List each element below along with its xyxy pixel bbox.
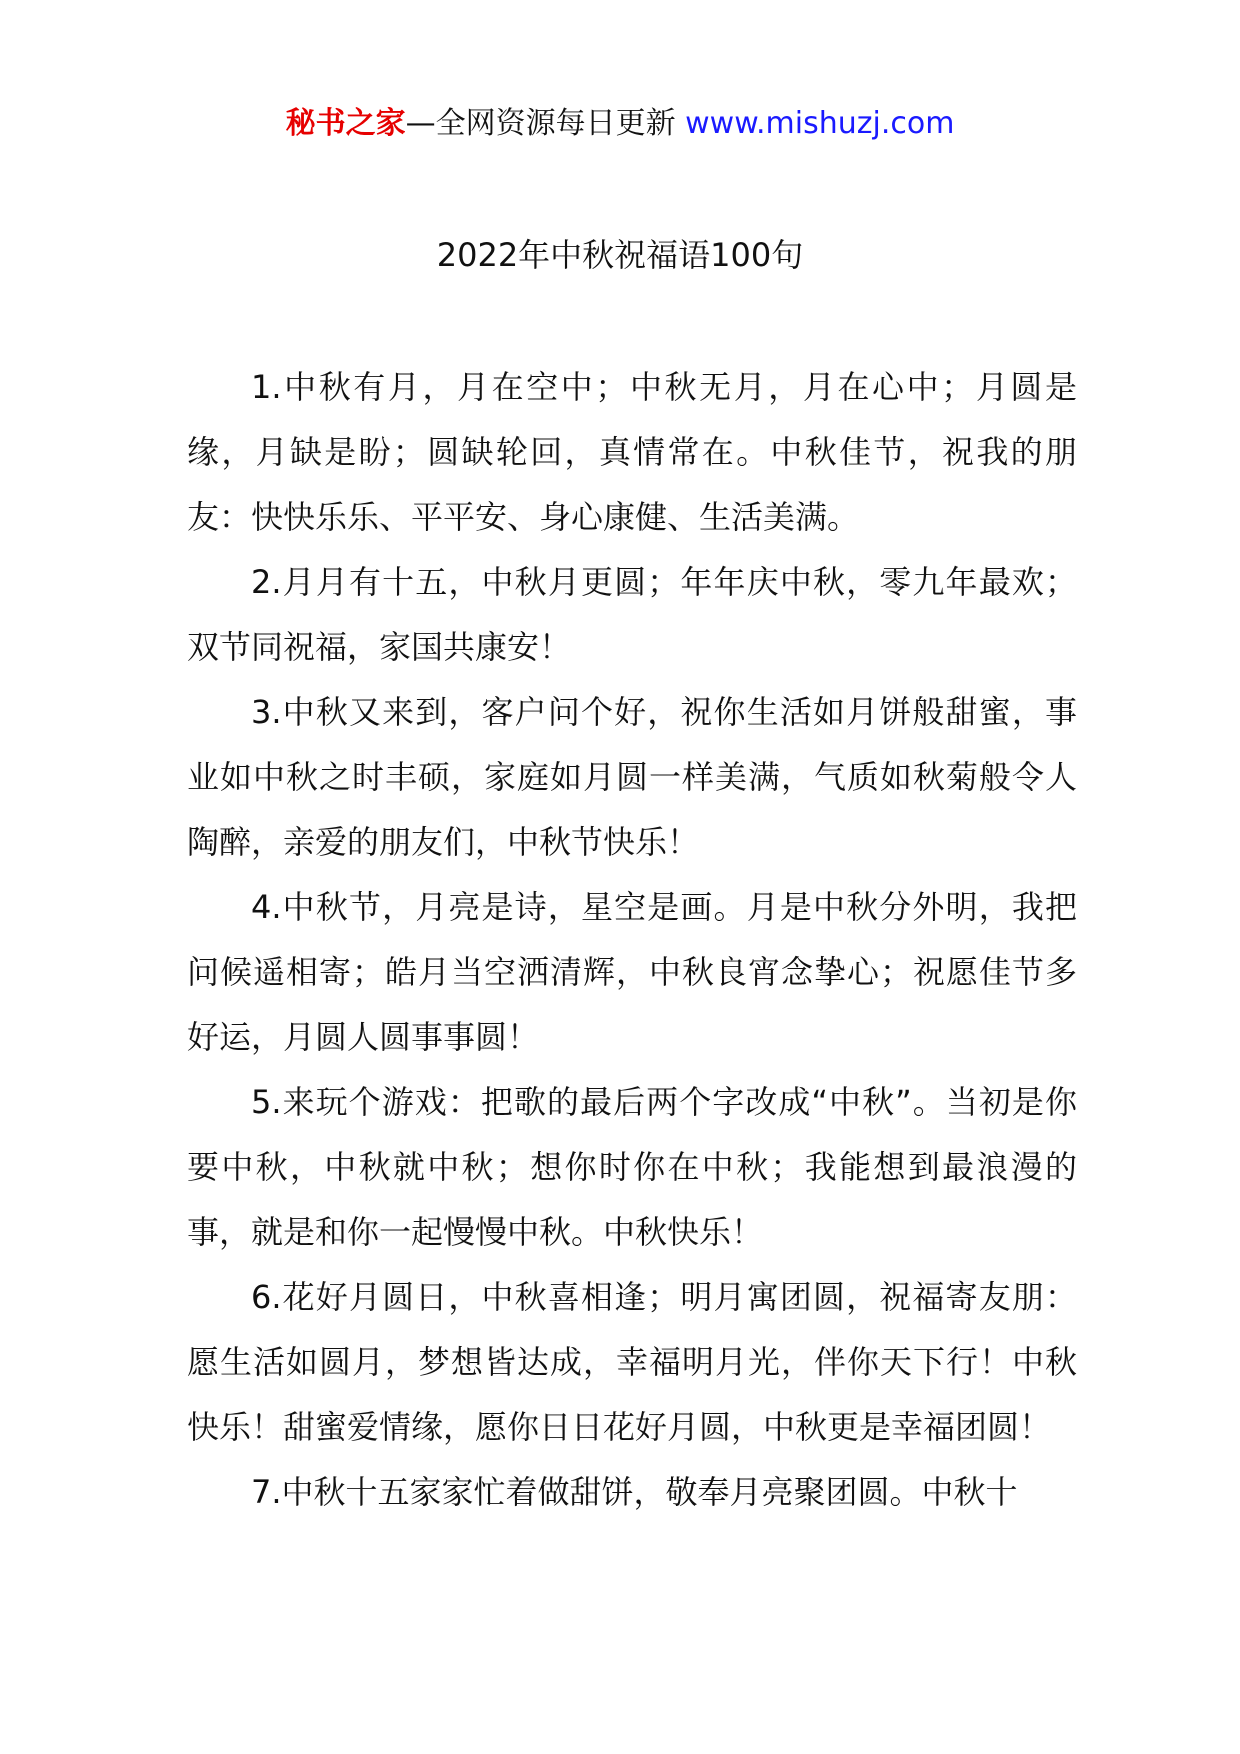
paragraph-7: 7.中秋十五家家忙着做甜饼，敬奉月亮聚团圆。中秋十 xyxy=(251,1473,1018,1511)
site-url-link[interactable]: www.mishuzj.com xyxy=(685,106,955,141)
paragraph-5: 5.来玩个游戏：把歌的最后两个字改成“中秋”。当初是你要中秋，中秋就中秋；想你时你在中秋；我能想到最浪漫的事，就是和你一起慢慢中秋。中秋快乐！ xyxy=(187,1083,1077,1251)
header-tagline: —全网资源每日更新 xyxy=(405,106,676,141)
brand-name[interactable]: 秘书之家 xyxy=(285,106,406,141)
site-header xyxy=(0,100,1240,148)
paragraph-4: 4.中秋节，月亮是诗，星空是画。月是中秋分外明，我把问候遥相寄；皓月当空洒清辉，中秋良宵念挚心；祝愿佳节多好运，月圆人圆事事圆！ xyxy=(187,888,1077,1056)
paragraph-6: 6.花好月圆日，中秋喜相逢；明月寓团圆，祝福寄友朋：愿生活如圆月，梦想皆达成，幸福明月光，伴你天下行！中秋快乐！甜蜜爱情缘，愿你日日花好月圆，中秋更是幸福团圆！ xyxy=(187,1278,1077,1446)
paragraph-3: 3.中秋又来到，客户问个好，祝你生活如月饼般甜蜜，事业如中秋之时丰硕，家庭如月圆一样美满，气质如秋菊般令人陶醉，亲爱的朋友们，中秋节快乐！ xyxy=(187,693,1077,861)
document-body xyxy=(187,355,1077,1525)
document-title: 2022年中秋祝福语100句 xyxy=(436,236,804,274)
paragraph-2: 2.月月有十五，中秋月更圆；年年庆中秋，零九年最欢；双节同祝福，家国共康安！ xyxy=(187,563,1077,666)
paragraph-1: 1.中秋有月，月在空中；中秋无月，月在心中；月圆是缘，月缺是盼；圆缺轮回，真情常在。中秋佳节，祝我的朋友：快快乐乐、平平安、身心康健、生活美满。 xyxy=(187,368,1077,536)
